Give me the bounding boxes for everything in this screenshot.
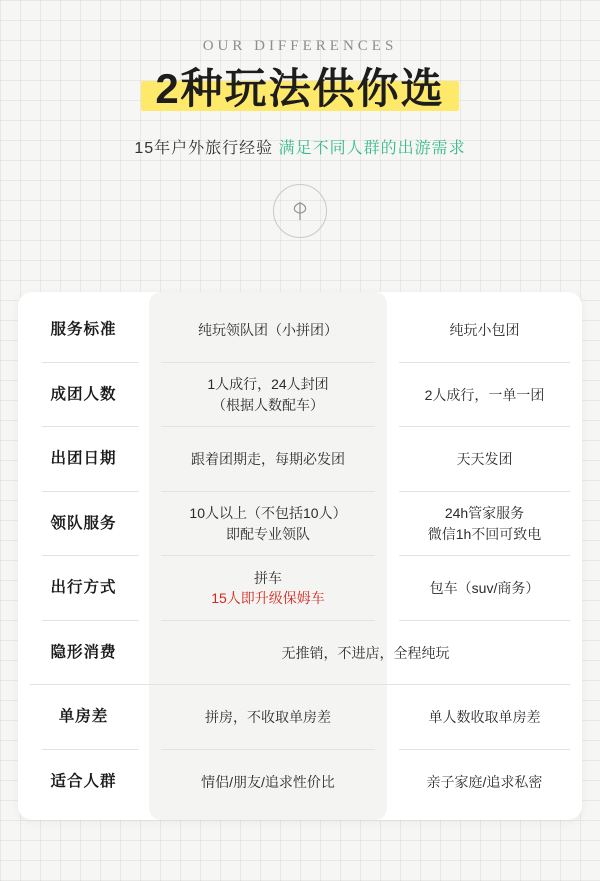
column-header-standard: 服务标准	[18, 298, 149, 363]
row-value-private	[387, 556, 582, 621]
row-value-line2: 微信1h不回可致电	[427, 525, 542, 542]
row-label: 出团日期	[18, 427, 149, 492]
row-value-line1: 单人数收取单房差	[428, 709, 541, 726]
row-value-line1: 2人成行，一单一团	[424, 386, 545, 403]
table-row	[18, 556, 582, 621]
row-value-group	[149, 556, 387, 621]
row-label: 出行方式	[18, 556, 149, 621]
row-value-line1: 包车（suv/商务）	[429, 580, 540, 597]
table-header-row	[18, 298, 582, 363]
table-row	[18, 685, 582, 750]
row-label: 单房差	[18, 685, 149, 750]
row-label: 隐形消费	[18, 621, 149, 686]
table-row	[18, 427, 582, 492]
row-value-line1: 拼房，不收取单房差	[205, 709, 331, 726]
row-value-group	[149, 750, 387, 815]
table-row	[18, 750, 582, 815]
row-value-line2: （根据人数配车）	[211, 396, 324, 413]
column-header-private-tour: 纯玩小包团	[387, 298, 582, 363]
row-value-private	[387, 427, 582, 492]
row-value-group	[149, 492, 387, 557]
leaf-ornament-icon	[273, 184, 327, 238]
row-value-line1: 亲子家庭/追求私密	[426, 773, 543, 790]
row-value-line1: 情侣/朋友/追求性价比	[201, 773, 335, 790]
row-value-line1: 拼车	[253, 569, 282, 586]
row-value-line1: 跟着团期走，每期必发团	[191, 451, 345, 468]
row-value-line1: 天天发团	[456, 451, 513, 468]
row-value-group	[149, 363, 387, 428]
row-value-line2-highlight: 15人即升级保姆车	[211, 590, 325, 607]
subtitle-plain-text: 15年户外旅行经验	[134, 140, 279, 158]
table-row	[18, 621, 582, 686]
row-label: 领队服务	[18, 492, 149, 557]
comparison-card	[18, 292, 582, 820]
row-value-line1: 1人成行，24人封团	[207, 376, 329, 393]
table-row	[18, 363, 582, 428]
row-label: 适合人群	[50, 772, 117, 790]
row-value-private	[387, 492, 582, 557]
row-label: 成团人数	[18, 363, 149, 428]
row-value-line1: 24h管家服务	[444, 505, 525, 522]
row-value-private	[387, 363, 582, 428]
page-title-text: 2种玩法供你选	[155, 65, 445, 112]
table-row	[18, 492, 582, 557]
row-value-line1: 10人以上（不包括10人）	[189, 505, 347, 522]
row-value-line2: 即配专业领队	[226, 525, 310, 542]
row-value-private	[387, 685, 582, 750]
column-header-group-tour: 纯玩领队团（小拼团）	[149, 298, 387, 363]
comparison-table	[18, 292, 582, 820]
subtitle-accent-text: 满足不同人群的出游需求	[278, 140, 466, 158]
row-value-merged: 无推销，不进店，全程纯玩	[149, 621, 582, 686]
page-header	[0, 0, 600, 238]
row-value-private	[387, 750, 582, 815]
page-subtitle	[0, 135, 600, 158]
row-value-group	[149, 685, 387, 750]
row-value-group	[149, 427, 387, 492]
eyebrow-text: OUR DIFFERENCES	[202, 38, 398, 54]
page-title	[149, 65, 450, 113]
